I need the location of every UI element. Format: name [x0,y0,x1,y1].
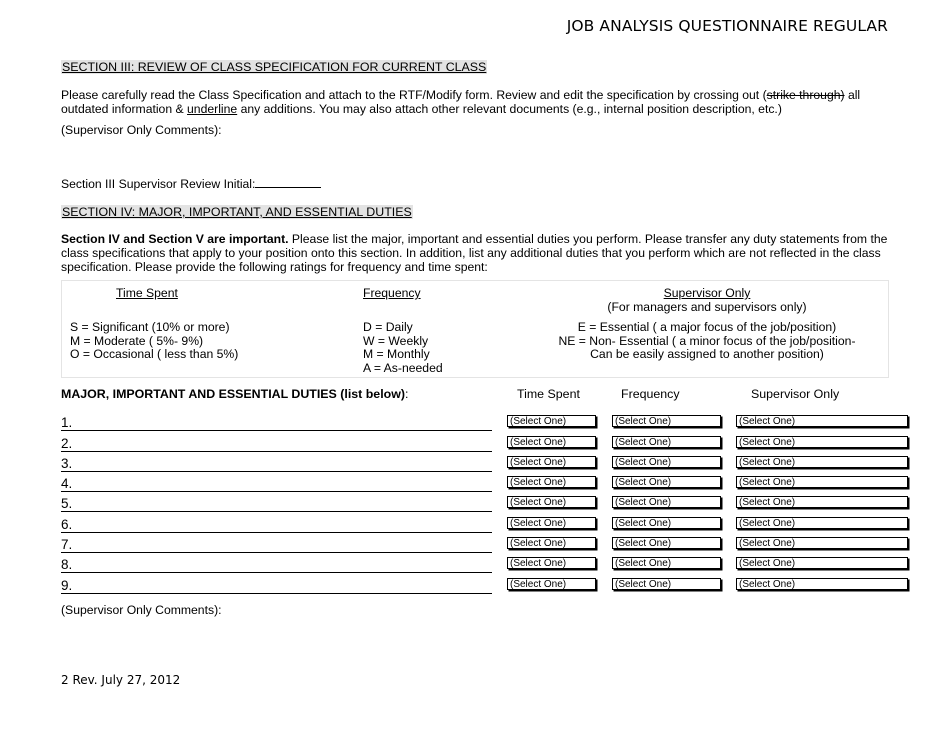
section-4-intro: Section IV and Section V are important. Please list the major, important and essential duties you perform. Please transfer any duty statements from the class specifications that apply to your position onto this section. In addition, list any additional duties that you perform which are not reflected in the class specification. Please provide the following ratings for frequency and time spent: [61,232,888,274]
frequency-select[interactable]: (Select One) [612,537,721,549]
supervisor-select[interactable]: (Select One) [736,476,908,488]
duty-line-9[interactable] [61,578,492,594]
duty-number: 8. [61,557,73,572]
initial-field[interactable] [255,177,321,188]
time-spent-select[interactable]: (Select One) [507,537,596,549]
supervisor-select[interactable]: (Select One) [736,537,908,549]
duty-number: 6. [61,517,73,532]
time-spent-select[interactable]: (Select One) [507,557,596,569]
frequency-select[interactable]: (Select One) [612,517,721,529]
duty-line-6[interactable] [61,517,492,533]
duty-number: 9. [61,578,73,593]
supervisor-select[interactable]: (Select One) [736,456,908,468]
document-title: JOB ANALYSIS QUESTIONNAIRE REGULAR [566,17,888,35]
duty-line-4[interactable] [61,476,492,492]
duties-label: MAJOR, IMPORTANT AND ESSENTIAL DUTIES (list below): [61,387,409,401]
legend-time-spent-title: Time Spent [116,286,178,300]
duty-number: 4. [61,476,73,491]
duty-line-5[interactable] [61,496,492,512]
legend-supervisor-items: E = Essential ( a major focus of the job/position) NE = Non- Essential ( a minor focus of the job/position- Can be easily assigned to another position) [558,320,856,362]
duty-number: 2. [61,436,73,451]
rating-legend [61,280,889,378]
frequency-select[interactable]: (Select One) [612,436,721,448]
duty-number: 7. [61,537,73,552]
time-spent-select[interactable]: (Select One) [507,436,596,448]
legend-frequency-items: D = Daily W = Weekly M = Monthly A = As-needed [363,320,443,375]
time-spent-select[interactable]: (Select One) [507,517,596,529]
initial-label: Section III Supervisor Review Initial: [61,177,256,191]
strike-example: strike through) [766,88,845,102]
section-3-comments-label: (Supervisor Only Comments): [61,123,222,137]
supervisor-select[interactable]: (Select One) [736,578,908,590]
frequency-select[interactable]: (Select One) [612,496,721,508]
supervisor-select[interactable]: (Select One) [736,496,908,508]
section-3-instructions: Please carefully read the Class Specification and attach to the RTF/Modify form. Review and edit the specification by crossing out (strike through) all outdated information & underline any additions. You may also attach other relevant documents (e.g., internal position description, etc.) [61,88,861,116]
time-spent-select[interactable]: (Select One) [507,476,596,488]
footer-revision: 2 Rev. July 27, 2012 [61,673,181,687]
supervisor-select[interactable]: (Select One) [736,436,908,448]
section-3-heading: SECTION III: REVIEW OF CLASS SPECIFICATION FOR CURRENT CLASS [62,60,487,74]
frequency-select[interactable]: (Select One) [612,557,721,569]
column-time-spent: Time Spent [517,387,580,401]
section-4-heading: SECTION IV: MAJOR, IMPORTANT, AND ESSENTIAL DUTIES [62,205,412,219]
duty-number: 5. [61,496,73,511]
duty-line-1[interactable] [61,415,492,431]
time-spent-select[interactable]: (Select One) [507,456,596,468]
frequency-select[interactable]: (Select One) [612,476,721,488]
underline-example: underline [187,102,238,116]
supervisor-select[interactable]: (Select One) [736,557,908,569]
time-spent-select[interactable]: (Select One) [507,415,596,427]
supervisor-select[interactable]: (Select One) [736,517,908,529]
supervisor-select[interactable]: (Select One) [736,415,908,427]
legend-time-spent-items: S = Significant (10% or more) M = Moderate ( 5%- 9%) O = Occasional ( less than 5%) [70,320,239,362]
section-3-initial-row [61,177,891,191]
duty-number: 1. [61,415,73,430]
frequency-select[interactable]: (Select One) [612,415,721,427]
legend-supervisor-title: Supervisor Only (For managers and supervisors only) [607,286,807,314]
frequency-select[interactable]: (Select One) [612,456,721,468]
duty-line-2[interactable] [61,436,492,452]
duty-line-3[interactable] [61,456,492,472]
duty-line-7[interactable] [61,537,492,553]
column-supervisor: Supervisor Only [751,387,840,401]
legend-frequency-title: Frequency [363,286,421,300]
frequency-select[interactable]: (Select One) [612,578,721,590]
section-4-comments-label: (Supervisor Only Comments): [61,603,222,617]
column-frequency: Frequency [621,387,680,401]
duty-line-8[interactable] [61,557,492,573]
time-spent-select[interactable]: (Select One) [507,578,596,590]
time-spent-select[interactable]: (Select One) [507,496,596,508]
duty-number: 3. [61,456,73,471]
